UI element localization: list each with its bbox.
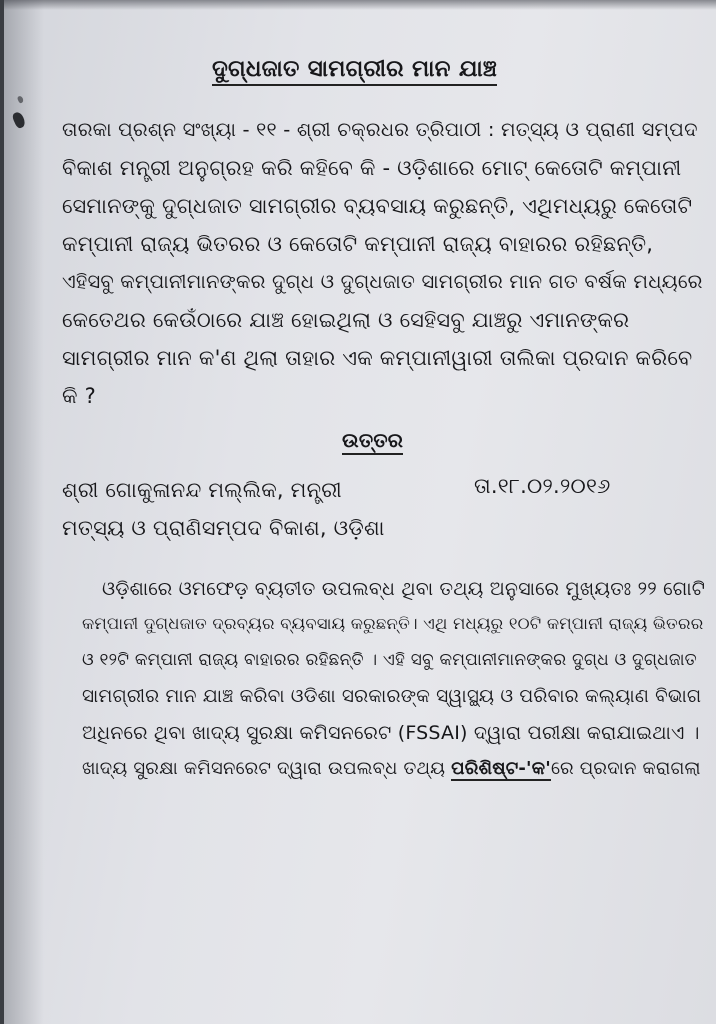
question-line: କେତେଥର କେଉଁଠାରେ ଯାଞ୍ଚ ହୋଇଥିଲା ଓ ସେହିସବୁ ଯାଞ୍ଚରୁ ଏମାନଙ୍କର — [62, 308, 630, 332]
answer-last-line-suffix: ରେ ପ୍ରଦାନ କରାଗଲା — [550, 758, 701, 779]
annexure-label: ପରିଶିଷ୍ଟ-'କ' — [451, 758, 551, 779]
question-line: ତାରକା ପ୍ରଶ୍ନ ସଂଖ୍ୟା - ୧୧ - ଶ୍ରୀ ଚକ୍ରଧର ତ୍ରିପାଠୀ : ମତ୍ସ୍ୟ ଓ ପ୍ରାଣୀ ସମ୍ପଦ — [62, 118, 698, 141]
page-shadow — [4, 0, 44, 1024]
answer-heading: ଉତ୍ତର — [342, 428, 403, 455]
question-line: ଏହିସବୁ କମ୍ପାନୀମାନଙ୍କର ଦୁଗ୍ଧ ଓ ଦୁଗ୍ଧଜାତ ସାମଗ୍ରୀର ମାନ ଗତ ବର୍ଷକ ମଧ୍ୟରେ — [62, 270, 703, 293]
answer-last-line — [82, 758, 701, 779]
page-top-shadow — [4, 0, 716, 10]
answer-line: ସାମଗ୍ରୀର ମାନ ଯାଞ୍ଚ କରିବା ଓଡିଶା ସରକାରଙ୍କ ସ୍ୱାସ୍ଥ୍ୟ ଓ ପରିବାର କଲ୍ୟାଣ ବିଭାଗ — [82, 686, 702, 707]
answer-last-line-prefix: ଖାଦ୍ୟ ସୁରକ୍ଷା କମିସନରେଟ ଦ୍ୱାରା ଉପଲବ୍ଧ ତଥ୍ୟ — [82, 758, 452, 779]
answer-line: ଅଧିନରେ ଥିବା ଖାଦ୍ୟ ସୁରକ୍ଷା କମିସନରେଟ (FSSAI) ଦ୍ୱାରା ପରୀକ୍ଷା କରାଯାଇଥାଏ । — [82, 722, 700, 744]
document-title: ଦୁଗ୍ଧଜାତ ସାମଗ୍ରୀର ମାନ ଯାଞ୍ଚ — [212, 56, 497, 86]
answer-line: ଓଡ଼ିଶାରେ ଓମଫେଡ଼ ବ୍ୟତୀତ ଉପଲବ୍ଧ ଥିବା ତଥ୍ୟ ଅନୁସାରେ ମୁଖ୍ୟତଃ ୨୨ ଗୋଟି — [102, 578, 706, 600]
minister-name: ଶ୍ରୀ ଗୋକୁଳାନନ୍ଦ ମଲ୍ଲିକ, ମନ୍ତ୍ରୀ — [62, 478, 342, 502]
department-name: ମତ୍ସ୍ୟ ଓ ପ୍ରାଣିସମ୍ପଦ ବିକାଶ, ଓଡ଼ିଶା — [62, 516, 385, 540]
document-date: ତା.୧୮.୦୨.୨୦୧୬ — [474, 474, 611, 498]
answer-line: କମ୍ପାନୀ ଦୁଗ୍ଧଜାତ ଦ୍ରବ୍ୟର ବ୍ୟବସାୟ କରୁଛନ୍ତି। ଏଥି ମଧ୍ୟରୁ ୧୦ଟି କମ୍ପାନୀ ରାଜ୍ୟ ଭିତରର — [82, 614, 704, 633]
answer-line: ଓ ୧୨ଟି କମ୍ପାନୀ ରାଜ୍ୟ ବାହାରର ରହିଛନ୍ତି । ଏହି ସବୁ କମ୍ପାନୀମାନଙ୍କର ଦୁଗ୍ଧ ଓ ଦୁଗ୍ଧଜାତ — [82, 650, 697, 670]
document-page — [4, 0, 716, 1024]
question-line: ବିକାଶ ମନ୍ତ୍ରୀ ଅନୁଗ୍ରହ କରି କହିବେ କି - ଓଡ଼ିଶାରେ ମୋଟ୍ କେତୋଟି କମ୍ପାନୀ — [62, 156, 682, 180]
question-line: ସେମାନଙ୍କୁ ଦୁଗ୍ଧଜାତ ସାମଗ୍ରୀର ବ୍ୟବସାୟ କରୁଛନ୍ତି, ଏଥିମଧ୍ୟରୁ କେତୋଟି — [62, 194, 693, 218]
question-line: କି ? — [62, 384, 96, 408]
question-line: କମ୍ପାନୀ ରାଜ୍ୟ ଭିତରର ଓ କେତୋଟି କମ୍ପାନୀ ରାଜ୍ୟ ବାହାରର ରହିଛନ୍ତି, — [62, 232, 654, 256]
question-line: ସାମଗ୍ରୀର ମାନ କ'ଣ ଥିଲା ତାହାର ଏକ କମ୍ପାନୀୱାରୀ ତାଲିକା ପ୍ରଦାନ କରିବେ — [62, 346, 693, 370]
